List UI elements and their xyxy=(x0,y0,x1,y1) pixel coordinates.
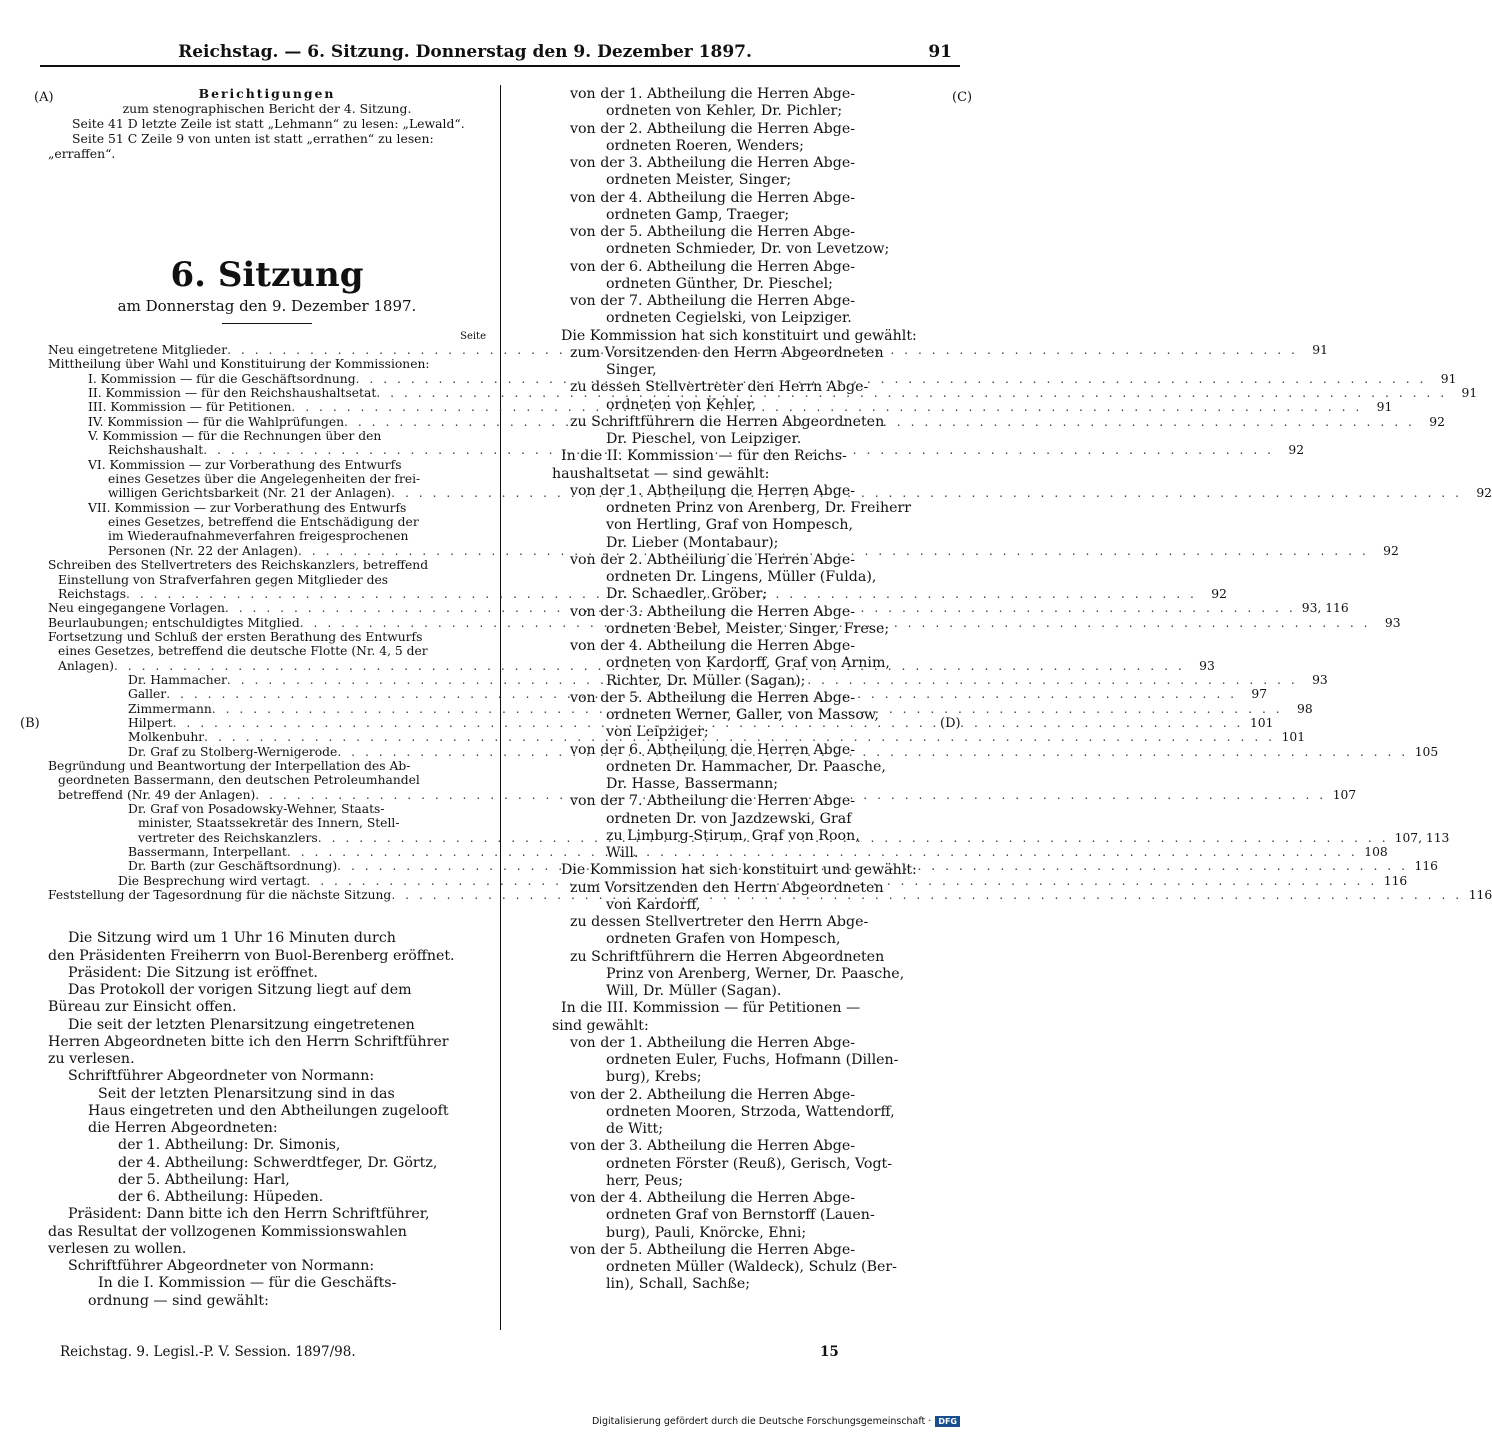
toc-entry-text: geordneten Bassermann, den deutschen Petroleumhandel xyxy=(58,773,420,788)
toc-entry-text: Schreiben des Stellvertreters des Reichskanzlers, betreffend xyxy=(48,558,429,573)
text-line: zu verlesen. xyxy=(48,1051,135,1068)
header-title: Reichstag. — 6. Sitzung. Donnerstag den 9. Dezember 1897. xyxy=(178,42,752,62)
dfg-logo: DFG xyxy=(935,1416,960,1427)
text-line: ordneten Meister, Singer; xyxy=(606,172,792,189)
text-line: Seit der letzten Plenarsitzung sind in das xyxy=(98,1085,395,1102)
toc-entry-text: Reichstags xyxy=(58,586,127,601)
credit-text: Digitalisierung gefördert durch die Deutsche Forschungsgemeinschaft · xyxy=(591,1416,932,1427)
text-line: burg), Krebs; xyxy=(606,1069,702,1086)
toc-entry-text: eines Gesetzes, betreffend die Entschädigung der xyxy=(108,515,419,530)
text-line: ordneten Dr. von Jazdzewski, Graf xyxy=(606,810,852,827)
text-line: In die III. Kommission — für Petitionen — xyxy=(561,1000,861,1017)
corrections-line: zum stenographischen Bericht der 4. Sitzung. xyxy=(122,101,412,116)
toc-entry-text: eines Gesetzes, betreffend die deutsche Flotte (Nr. 4, 5 der xyxy=(58,644,428,659)
text-line: ordneten Euler, Fuchs, Hofmann (Dillen- xyxy=(606,1052,899,1068)
corrections-line: Seite 51 C Zeile 9 von unten ist statt „errathen“ zu lesen: xyxy=(72,131,434,146)
corrections-line: „erraffen“. xyxy=(48,146,116,161)
text-line: ordneten Dr. Lingens, Müller (Fulda), xyxy=(606,569,877,585)
toc-entry-text: Anlagen) xyxy=(58,658,114,673)
text-line: Herren Abgeordneten bitte ich den Herrn Schriftführer xyxy=(48,1033,449,1050)
left-body-text xyxy=(48,930,486,1310)
footer-signature-number: 15 xyxy=(820,1344,839,1360)
toc-entry-text: Neu eingetretene Mitglieder xyxy=(48,343,228,357)
margin-mark-d: (D) xyxy=(940,716,961,731)
toc-entry xyxy=(48,472,486,486)
toc-entry-text: Die Besprechung wird vertagt xyxy=(118,873,307,888)
toc-entry-text: Galler xyxy=(128,687,167,702)
text-line: Das Protokoll der vorigen Sitzung liegt auf dem xyxy=(68,982,412,999)
toc-entry-page: 92 xyxy=(1211,586,1227,601)
toc-entry-text: II. Kommission — für den Reichshaushaltsetat xyxy=(88,386,377,401)
toc-entry-page: 116 xyxy=(1383,873,1408,888)
digitization-credit xyxy=(592,1416,960,1427)
text-line: der 4. Abtheilung: Schwerdtfeger, Dr. Görtz, xyxy=(118,1154,438,1171)
margin-mark-a: (A) xyxy=(34,90,54,105)
text-line: das Resultat der vollzogenen Kommissionswahlen xyxy=(48,1223,407,1240)
text-line: von der 3. Abtheilung die Herren Abge- xyxy=(570,1138,856,1155)
text-line: der 5. Abtheilung: Harl, xyxy=(118,1171,290,1188)
toc-entry-text: betreffend (Nr. 49 der Anlagen) xyxy=(58,787,256,802)
toc-entry-text: minister, Staatssekretär des Innern, Stell- xyxy=(138,816,400,831)
corrections-block xyxy=(48,86,486,161)
text-line: Präsident: Dann bitte ich den Herrn Schriftführer, xyxy=(68,1206,430,1223)
text-line: sind gewählt: xyxy=(552,1017,649,1034)
text-line: ordneten Müller (Waldeck), Schulz (Ber- xyxy=(606,1259,897,1275)
text-line: Die Sitzung wird um 1 Uhr 16 Minuten durch xyxy=(68,930,396,947)
text-line: von Hertling, Graf von Hompesch, xyxy=(606,517,854,534)
toc-entry-text: Hilpert xyxy=(128,715,173,730)
text-line: de Witt; xyxy=(606,1121,664,1137)
text-line: ordneten Bebel, Meister, Singer, Frese; xyxy=(606,620,890,637)
text-line: haushaltsetat — sind gewählt: xyxy=(552,465,770,482)
toc-entry-text: I. Kommission — für die Geschäftsordnung xyxy=(88,371,356,386)
toc-entry-text: Fortsetzung und Schluß der ersten Berathung des Entwurfs xyxy=(48,629,423,644)
text-line: ordnung — sind gewählt: xyxy=(88,1292,269,1309)
toc-entry-text: IV. Kommission — für die Wahlprüfungen xyxy=(88,414,345,429)
toc-entry-page: 116 xyxy=(1414,859,1439,874)
text-line: der 1. Abtheilung: Dr. Simonis, xyxy=(118,1137,341,1154)
text-line: Dr. Schaedler, Gröber; xyxy=(606,586,768,603)
text-line: von der 1. Abtheilung die Herren Abge- xyxy=(570,482,856,499)
text-line: Will. xyxy=(606,845,639,861)
text-line: den Präsidenten Freiherrn von Buol-Berenberg eröffnet. xyxy=(48,947,455,964)
toc-entry-page: 116 xyxy=(1468,888,1492,903)
text-line: Richter, Dr. Müller (Sagan); xyxy=(606,672,806,689)
text-line: die Herren Abgeordneten: xyxy=(88,1120,278,1137)
text-line: zum Vorsitzenden den Herrn Abgeordneten xyxy=(570,879,884,896)
text-line: ordneten Prinz von Arenberg, Dr. Freiherr xyxy=(606,500,912,516)
text-line: von der 3. Abtheilung die Herren Abge- xyxy=(570,603,856,620)
toc-entry-text: Einstellung von Strafverfahren gegen Mitglieder des xyxy=(58,572,389,587)
text-line: zum Vorsitzenden den Herrn Abgeordneten xyxy=(570,344,884,361)
toc-entry-text: VII. Kommission — zur Vorberathung des Entwurfs xyxy=(88,500,407,515)
text-line: Dr. Pieschel, von Leipziger. xyxy=(606,431,802,447)
text-line: herr, Peus; xyxy=(606,1172,684,1189)
text-line: von der 2. Abtheilung die Herren Abge- xyxy=(570,1086,856,1103)
text-line: von Leipziger; xyxy=(606,724,709,741)
text-line: ordneten Schmieder, Dr. von Levetzow; xyxy=(606,241,890,258)
toc-entry-text: Begründung und Beantwortung der Interpellation des Ab- xyxy=(48,758,411,773)
text-line: ordneten von Kardorff, Graf von Arnim, xyxy=(606,655,890,672)
margin-mark-c: (C) xyxy=(952,90,973,105)
toc-entry-text: VI. Kommission — zur Vorberathung des Entwurfs xyxy=(88,457,402,472)
toc-entry-text: vertreter des Reichskanzlers xyxy=(138,830,318,845)
toc-entry-text: Dr. Graf zu Stolberg-Wernigerode xyxy=(128,744,338,759)
toc-entry-page: 92 xyxy=(1429,414,1445,429)
text-line: ordneten Mooren, Strzoda, Wattendorff, xyxy=(606,1103,895,1120)
toc-entry xyxy=(48,802,486,816)
text-line: von der 5. Abtheilung die Herren Abge- xyxy=(570,689,856,706)
running-header xyxy=(40,40,960,66)
footer-publication-info: Reichstag. 9. Legisl.-P. V. Session. 1897/98. xyxy=(60,1344,356,1360)
text-line: In die II. Kommission — für den Reichs- xyxy=(561,448,847,465)
header-rule xyxy=(40,65,960,67)
toc-entry-page: 91 xyxy=(1376,400,1393,415)
toc-entry-text: Zimmermann xyxy=(128,701,212,716)
text-line: ordneten Roeren, Wenders; xyxy=(606,137,804,154)
text-line: In die I. Kommission — für die Geschäfts- xyxy=(98,1275,397,1292)
toc-entry-page: 93 xyxy=(1312,672,1328,687)
text-line: ordneten Graf von Bernstorff (Lauen- xyxy=(606,1207,875,1224)
text-line: ordneten Dr. Hammacher, Dr. Paasche, xyxy=(606,758,886,775)
toc-entry-text: im Wiederaufnahmeverfahren freigesprochenen xyxy=(108,529,409,544)
text-line: von Kardorff, xyxy=(606,896,701,913)
text-line: Präsident: Die Sitzung ist eröffnet. xyxy=(68,964,318,981)
toc-entry xyxy=(48,458,486,472)
toc-entry-text: Dr. Barth (zur Geschäftsordnung) xyxy=(128,859,338,874)
text-line: lin), Schall, Sachße; xyxy=(606,1276,751,1293)
session-subtitle: am Donnerstag den 9. Dezember 1897. xyxy=(117,297,417,315)
toc-entry xyxy=(48,773,486,787)
toc-entry-text: Beurlaubungen; entschuldigtes Mitglied xyxy=(48,615,300,630)
text-line: Prinz von Arenberg, Werner, Dr. Paasche, xyxy=(606,965,905,982)
toc-entry-page: 92 xyxy=(1383,543,1399,558)
toc-entry xyxy=(48,644,486,658)
toc-entry-page: 107 xyxy=(1332,787,1357,802)
text-line: ordneten von Kehler, xyxy=(606,396,757,413)
toc-entry xyxy=(48,816,486,830)
text-line: Schriftführer Abgeordneter von Normann: xyxy=(68,1068,375,1085)
text-line: Schriftführer Abgeordneter von Normann: xyxy=(68,1258,375,1275)
toc-entry xyxy=(48,501,486,515)
corrections-title: Berichtigungen xyxy=(198,86,336,101)
text-line: ordneten von Kehler, Dr. Pichler; xyxy=(606,103,843,120)
page-number: 91 xyxy=(928,42,952,62)
toc-entry-page: 93, 116 xyxy=(1301,601,1349,616)
toc-entry xyxy=(48,529,486,543)
toc-entry-text: eines Gesetzes über die Angelegenheiten der frei- xyxy=(108,472,421,487)
text-line: Die Kommission hat sich konstituirt und gewählt: xyxy=(561,862,917,879)
right-column xyxy=(516,86,952,1294)
title-rule xyxy=(222,323,312,324)
text-line: Haus eingetreten und den Abtheilungen zugelooft xyxy=(88,1102,449,1119)
toc-entry-text: Feststellung der Tagesordnung für die nächste Sitzung xyxy=(48,888,392,903)
toc-entry xyxy=(48,429,486,443)
text-line: Die Kommission hat sich konstituirt und gewählt: xyxy=(561,327,917,344)
text-line: von der 4. Abtheilung die Herren Abge- xyxy=(570,1190,856,1206)
text-line: Singer, xyxy=(606,362,657,378)
text-line: von der 7. Abtheilung die Herren Abge- xyxy=(570,793,856,810)
toc-entry-page: 91 xyxy=(1312,343,1328,357)
text-line: von der 6. Abtheilung die Herren Abge- xyxy=(570,258,856,275)
toc-entry xyxy=(48,543,1399,558)
text-line: ordneten Cegielski, von Leipziger. xyxy=(606,310,852,327)
text-line: von der 2. Abtheilung die Herren Abge- xyxy=(570,120,856,137)
toc-entry-text: Molkenbuhr xyxy=(128,730,205,745)
text-line: ordneten Günther, Dr. Pieschel; xyxy=(606,275,833,292)
toc-entry-page: 101 xyxy=(1249,715,1274,730)
text-line: ordneten Gamp, Traeger; xyxy=(606,206,790,223)
text-line: Büreau zur Einsicht offen. xyxy=(48,999,237,1016)
toc-entry-text: Dr. Graf von Posadowsky-Wehner, Staats- xyxy=(128,802,385,816)
toc-entry-text: Personen (Nr. 22 der Anlagen) xyxy=(108,543,298,558)
toc-entry xyxy=(48,759,486,773)
toc-page-label: Seite xyxy=(460,331,486,342)
text-line: ordneten Förster (Reuß), Gerisch, Vogt- xyxy=(606,1155,893,1172)
text-line: zu dessen Stellvertreter den Herrn Abge- xyxy=(570,914,869,930)
toc-entry-page: 101 xyxy=(1281,730,1306,745)
toc-entry-page: 97 xyxy=(1251,687,1268,702)
toc-entry xyxy=(48,573,486,587)
text-line: ordneten Werner, Galler, von Massow, xyxy=(606,707,879,723)
text-line: von der 6. Abtheilung die Herren Abge- xyxy=(570,741,856,758)
toc-entry-text: Bassermann, Interpellant xyxy=(128,845,287,860)
toc-entry-page: 105 xyxy=(1414,744,1439,759)
text-line: von der 2. Abtheilung die Herren Abge- xyxy=(570,551,856,568)
toc-entry-text: Neu eingegangene Vorlagen xyxy=(48,601,225,616)
toc-entry xyxy=(48,357,486,371)
text-line: Dr. Hasse, Bassermann; xyxy=(606,776,779,792)
toc-entry xyxy=(48,371,1457,386)
toc-entry-page: 92 xyxy=(1476,486,1492,501)
text-line: zu dessen Stellvertreter den Herrn Abge- xyxy=(570,379,869,396)
text-line: burg), Pauli, Knörcke, Ehni; xyxy=(606,1224,807,1241)
toc-entry xyxy=(48,630,486,644)
toc-entry-text: willigen Gerichtsbarkeit (Nr. 21 der Anlagen) xyxy=(108,486,392,501)
text-line: von der 7. Abtheilung die Herren Abge- xyxy=(570,293,856,309)
toc-entry-page: 91 xyxy=(1461,386,1478,401)
toc-entry-page: 107, 113 xyxy=(1394,830,1450,845)
toc-entry xyxy=(48,515,486,529)
text-line: von der 1. Abtheilung die Herren Abge- xyxy=(570,1034,856,1051)
text-line: zu Limburg-Stirum, Graf von Roon, xyxy=(606,827,860,844)
toc-entry-page: 93 xyxy=(1199,658,1215,673)
text-line: der 6. Abtheilung: Hüpeden. xyxy=(118,1189,324,1206)
toc-entry-page: 93 xyxy=(1384,615,1401,630)
text-line: Dr. Lieber (Montabaur); xyxy=(606,534,779,551)
text-line: Die seit der letzten Plenarsitzung eingetretenen xyxy=(68,1016,415,1033)
toc-entry-page: 92 xyxy=(1288,443,1305,458)
text-line: Will, Dr. Müller (Sagan). xyxy=(606,983,782,999)
toc-entry-text: V. Kommission — für die Rechnungen über den xyxy=(88,429,382,444)
toc-entry-text: Dr. Hammacher xyxy=(128,672,227,687)
toc-entry xyxy=(48,888,1492,903)
toc-entry-text: Mittheilung über Wahl und Konstituirung der Kommissionen: xyxy=(48,357,430,372)
toc-entry-page: 108 xyxy=(1364,845,1388,860)
toc-entry-text: III. Kommission — für Petitionen xyxy=(88,400,292,415)
text-line: von der 1. Abtheilung die Herren Abge- xyxy=(570,86,856,102)
text-line: von der 3. Abtheilung die Herren Abge- xyxy=(570,155,856,171)
text-line: von der 5. Abtheilung die Herren Abge- xyxy=(570,1241,856,1258)
toc-entry-page: 98 xyxy=(1297,701,1313,716)
text-line: von der 5. Abtheilung die Herren Abge- xyxy=(570,224,856,240)
text-line: ordneten Grafen von Hompesch, xyxy=(606,931,841,948)
text-line: zu Schriftführern die Herren Abgeordneten xyxy=(570,413,885,430)
toc-entry-page: 91 xyxy=(1440,371,1457,386)
toc-entry-text: Reichshaushalt xyxy=(108,443,204,458)
toc-entry xyxy=(48,558,486,572)
text-line: von der 4. Abtheilung die Herren Abge- xyxy=(570,638,856,654)
text-line: verlesen zu wollen. xyxy=(48,1240,187,1257)
corrections-line: Seite 41 D letzte Zeile ist statt „Lehmann“ zu lesen: „Lewald“. xyxy=(72,116,465,131)
text-line: von der 4. Abtheilung die Herren Abge- xyxy=(570,189,856,206)
margin-mark-b: (B) xyxy=(20,716,40,731)
text-line: zu Schriftführern die Herren Abgeordneten xyxy=(570,948,885,965)
session-title: 6. Sitzung xyxy=(170,255,364,295)
